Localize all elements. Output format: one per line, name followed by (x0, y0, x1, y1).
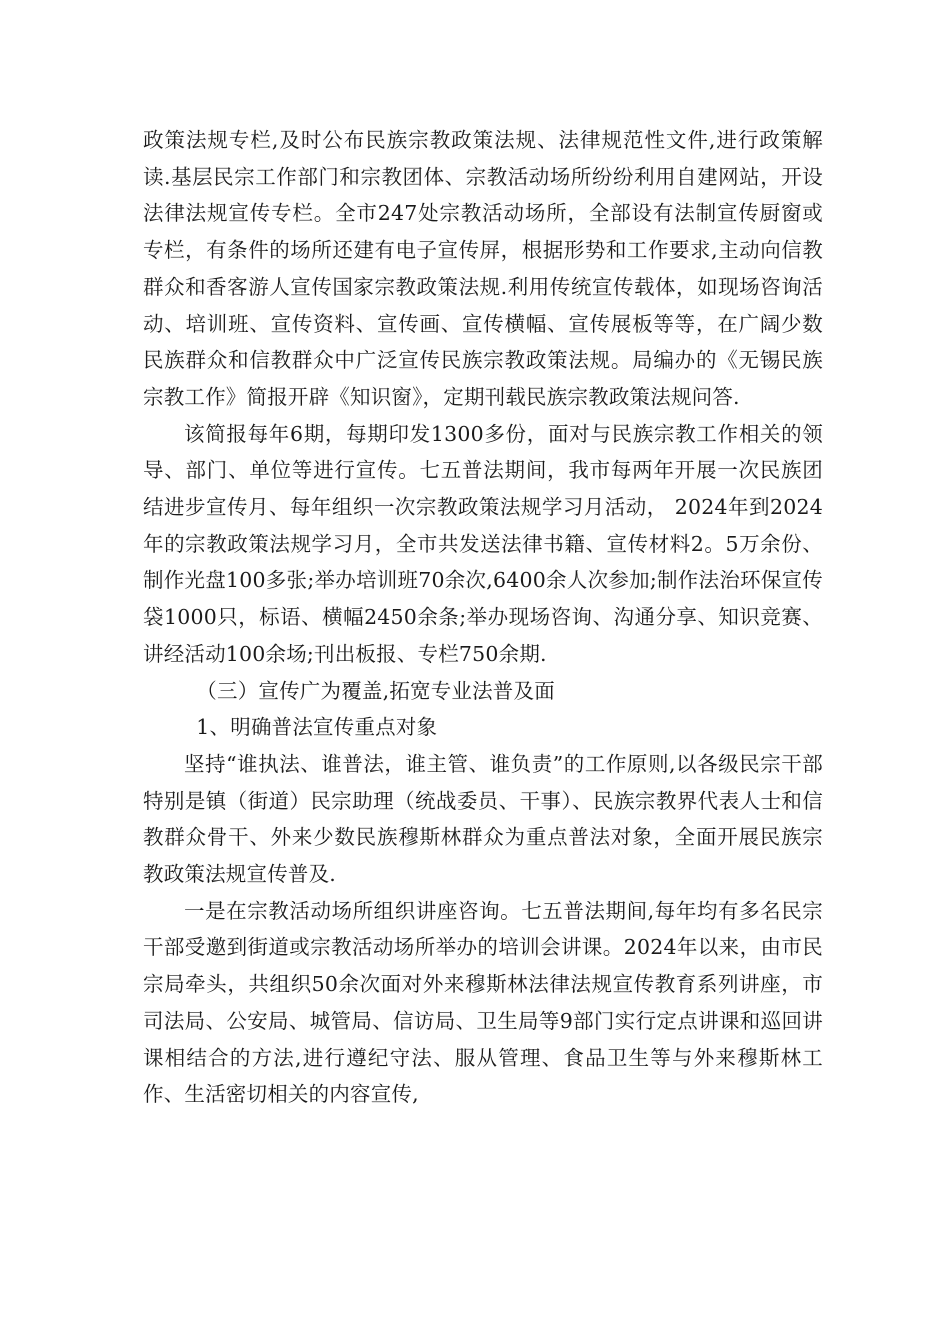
paragraph-bulletin-stats: 该简报每年6期，每期印发1300多份，面对与民族宗教工作相关的领导、部门、单位等进行宣传。七五普法期间，我市每两年开展一次民族团结进步宣传月、每年组织一次宗教政策法规学习月活动， 2024年到2024年的宗教政策法规学习月，全市共发送法律书籍、宣传材料2。5万余份、制作光盘100多张;举办培训班70余次,6400余人次参加;制作法治环保宣传袋1000只，标语、横幅2450余条;举办现场咨询、沟通分享、知识竞赛、讲经活动100余场;刊出板报、专栏750余期. (143, 421, 823, 666)
paragraph-key-targets: 坚持“谁执法、谁普法，谁主管、谁负责”的工作原则,以各级民宗干部特别是镇（街道）民宗助理（统战委员、干事）、民族宗教界代表人士和信教群众骨干、外来少数民族穆斯林群众为重点普法对象，全面开展民族宗教政策法规宣传普及. (143, 751, 823, 887)
paragraph-publicity-channels: 政策法规专栏,及时公布民族宗教政策法规、法律规范性文件,进行政策解读.基层民宗工作部门和宗教团体、宗教活动场所纷纷利用自建网站，开设法律法规宣传专栏。全市247处宗教活动场所，全部设有法制宣传厨窗或专栏，有条件的场所还建有电子宣传屏，根据形势和工作要求,主动向信教群众和香客游人宣传国家宗教政策法规.利用传统宣传载体，如现场咨询活动、培训班、宣传资料、宣传画、宣传横幅、宣传展板等等，在广阔少数民族群众和信教群众中广泛宣传民族宗教政策法规。局编办的《无锡民族宗教工作》简报开辟《知识窗》，定期刊载民族宗教政策法规问答. (143, 128, 823, 409)
subsection-heading: 1、明确普法宣传重点对象 (196, 715, 438, 740)
paragraph-lectures: 一是在宗教活动场所组织讲座咨询。七五普法期间,每年均有多名民宗干部受邀到街道或宗教活动场所举办的培训会讲课。2024年以来，由市民宗局牵头，共组织50余次面对外来穆斯林法律法规宣传教育系列讲座，市司法局、公安局、城管局、信访局、卫生局等9部门实行定点讲课和巡回讲课相结合的方法,进行遵纪守法、服从管理、食品卫生等与外来穆斯林工作、生活密切相关的内容宣传, (143, 898, 823, 1107)
section-heading: （三）宣传广为覆盖,拓宽专业法普及面 (196, 678, 555, 703)
document-body (143, 122, 823, 1113)
